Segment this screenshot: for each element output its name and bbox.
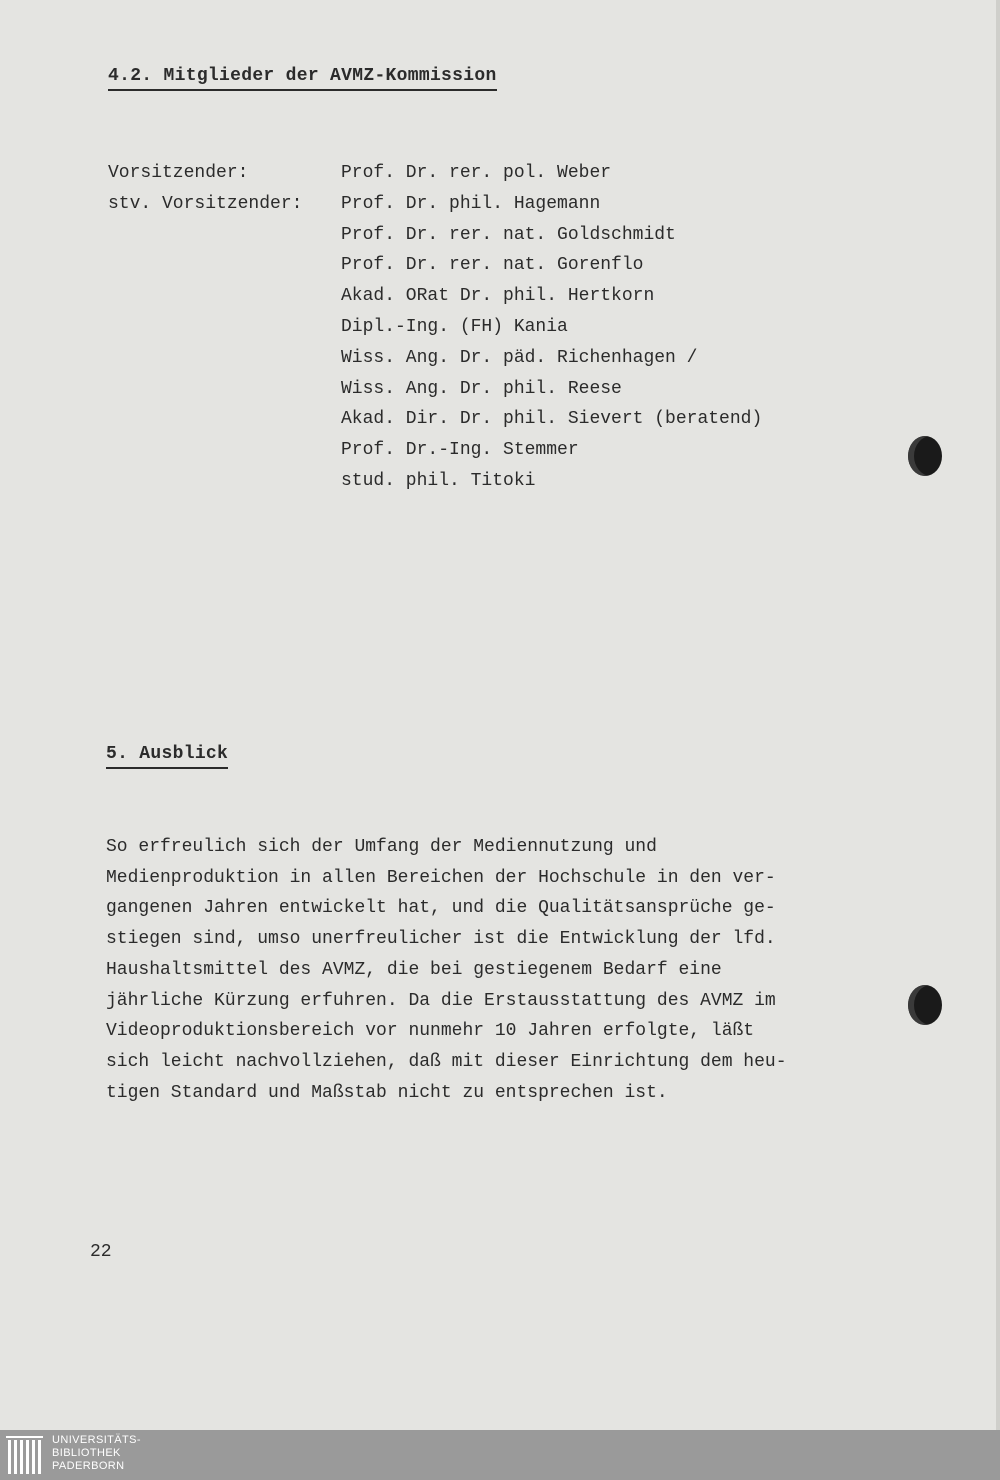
member-row xyxy=(108,312,868,343)
paragraph-line: stiegen sind, umso unerfreulicher ist die Entwicklung der lfd. xyxy=(106,929,776,950)
outlook-paragraph xyxy=(106,832,886,1108)
library-footer xyxy=(0,1430,1000,1480)
member-row xyxy=(108,220,868,251)
library-columns-icon xyxy=(6,1434,46,1476)
member-name: stud. phil. Titoki xyxy=(341,470,536,491)
page-edge xyxy=(996,0,1000,1430)
library-name-line: BIBLIOTHEK xyxy=(52,1447,121,1459)
member-name: Prof. Dr. rer. nat. Goldschmidt xyxy=(341,224,676,245)
member-name: Wiss. Ang. Dr. phil. Reese xyxy=(341,378,622,399)
member-row xyxy=(108,158,868,189)
members-heading: 4.2. Mitglieder der AVMZ-Kommission xyxy=(108,66,497,91)
paragraph-line: Videoproduktionsbereich vor nunmehr 10 Jahren erfolgte, läßt xyxy=(106,1021,755,1042)
member-row xyxy=(108,343,868,374)
member-row xyxy=(108,404,868,435)
member-row xyxy=(108,466,868,497)
member-name: Dipl.-Ing. (FH) Kania xyxy=(341,316,568,337)
library-name-line: UNIVERSITÄTS- xyxy=(52,1434,141,1446)
member-name: Prof. Dr.-Ing. Stemmer xyxy=(341,440,579,461)
outlook-heading: 5. Ausblick xyxy=(106,744,228,769)
member-name: Prof. Dr. rer. pol. Weber xyxy=(341,163,612,183)
members-list xyxy=(108,158,868,497)
member-role: stv. Vorsitzender: xyxy=(108,193,303,214)
member-role: Vorsitzender: xyxy=(108,163,249,183)
member-name: Prof. Dr. phil. Hagemann xyxy=(341,193,601,214)
library-name xyxy=(52,1434,141,1473)
member-name: Wiss. Ang. Dr. päd. Richenhagen / xyxy=(341,347,698,368)
page-number: 22 xyxy=(90,1242,112,1262)
member-name: Akad. Dir. Dr. phil. Sievert (beratend) xyxy=(341,409,763,430)
member-row xyxy=(108,189,868,220)
paragraph-line: gangenen Jahren entwickelt hat, und die Qualitätsansprüche ge- xyxy=(106,898,776,919)
member-name: Akad. ORat Dr. phil. Hertkorn xyxy=(341,286,655,307)
punch-hole xyxy=(908,985,942,1025)
punch-hole xyxy=(908,436,942,476)
member-name: Prof. Dr. rer. nat. Gorenflo xyxy=(341,255,644,276)
paragraph-line: So erfreulich sich der Umfang der Mediennutzung und xyxy=(106,837,657,857)
member-row xyxy=(108,281,868,312)
paragraph-line: jährliche Kürzung erfuhren. Da die Erstausstattung des AVMZ im xyxy=(106,990,776,1011)
member-row xyxy=(108,435,868,466)
paragraph-line: Haushaltsmittel des AVMZ, die bei gestiegenem Bedarf eine xyxy=(106,959,722,980)
paragraph-line: tigen Standard und Maßstab nicht zu entsprechen ist. xyxy=(106,1082,668,1103)
member-row xyxy=(108,250,868,281)
library-name-line: PADERBORN xyxy=(52,1460,125,1472)
member-row xyxy=(108,374,868,405)
paragraph-line: Medienproduktion in allen Bereichen der Hochschule in den ver- xyxy=(106,867,776,888)
paragraph-line: sich leicht nachvollziehen, daß mit dieser Einrichtung dem heu- xyxy=(106,1051,787,1072)
